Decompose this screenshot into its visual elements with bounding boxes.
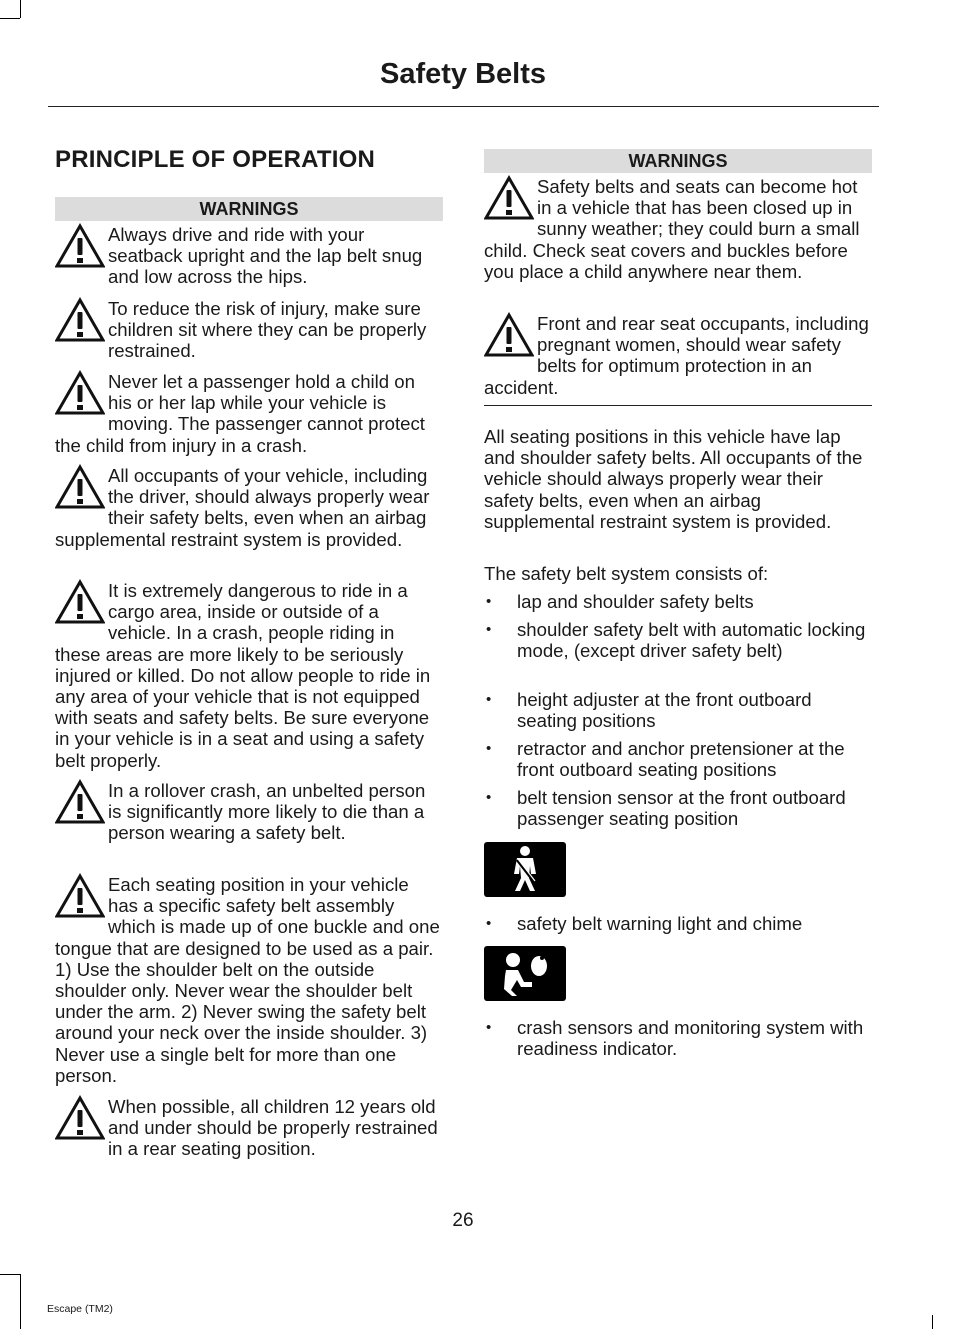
list-item: • retractor and anchor pretensioner at the front outboard seating positions [484,738,872,780]
warning-triangle-icon [55,223,105,269]
crop-mark [20,0,21,18]
warnings-bar: WARNINGS [484,149,872,173]
warning-item: Never let a passenger hold a child on his or her lap while your vehicle is moving. The passenger cannot protect the child from injury in a crash. [55,371,425,456]
crop-mark [20,1274,21,1329]
warning-item: When possible, all children 12 years old and under should be properly restrained in a rear seating position. [55,1096,443,1160]
seatbelt-warning-icon [484,842,566,897]
crop-mark [0,1274,20,1275]
warning-triangle-icon [55,370,105,416]
warning-triangle-icon [484,312,534,358]
list-item: • safety belt warning light and chime [484,913,877,934]
list-item: • shoulder safety belt with automatic locking mode, (except driver safety belt) [484,619,872,661]
list-item: • height adjuster at the front outboard seating positions [484,689,872,731]
page-number: 26 [452,1210,474,1231]
footer-model-label: Escape (TM2) [47,1303,113,1315]
warning-triangle-icon [55,464,105,510]
warning-triangle-icon [55,1095,105,1141]
airbag-readiness-icon [484,946,566,1001]
warning-triangle-icon [55,873,105,919]
list-intro: The safety belt system consists of: [484,563,769,584]
warnings-divider [484,405,872,406]
title-divider [48,106,879,107]
section-heading: PRINCIPLE OF OPERATION [55,146,375,173]
warning-item: Safety belts and seats can become hot in a vehicle that has been closed up in sunny weather; they could burn a small child. Check seat covers and buckles before you place a child anywhere near them. [484,176,860,282]
warning-item: It is extremely dangerous to ride in a cargo area, inside or outside of a vehicle. In a crash, people riding in these areas are more likely to be seriously injured or killed. Do not allow people to ride in any area of your vehicle that is not equipped with seats and safety belts. Be sure everyone in your vehicle is in a seat and using a safety belt properly. [55,580,431,771]
warning-triangle-icon [55,297,105,343]
list-item: • crash sensors and monitoring system with readiness indicator. [484,1017,877,1059]
warning-item: Each seating position in your vehicle has a specific safety belt assembly which is made up of one buckle and one tongue that are designed to be used as a pair. 1) Use the shoulder belt on the outside shoulder only. Never wear the shoulder belt under the arm. 2) Never swing the safety belt around your neck over the inside shoulder. 3) Never use a single belt for more than one person. [55,874,440,1086]
warnings-bar: WARNINGS [55,197,443,221]
intro-paragraph: All seating positions in this vehicle have lap and shoulder safety belts. All occupants of the vehicle should always properly wear their safety belts, even when an airbag supplemental restraint system is provided. [484,426,863,532]
warning-item: Always drive and ride with your seatback upright and the lap belt snug and low across the hips. [55,224,443,288]
crop-mark [932,1315,933,1329]
page-title: Safety Belts [379,58,546,90]
warning-item: All occupants of your vehicle, including the driver, should always properly wear their safety belts, even when an airbag supplemental restraint system is provided. [55,465,430,550]
warning-triangle-icon [55,779,105,825]
warning-item: To reduce the risk of injury, make sure children sit where they can be properly restrained. [55,298,443,362]
list-item: • lap and shoulder safety belts [484,591,872,612]
crop-mark [0,18,20,19]
warning-item: Front and rear seat occupants, including pregnant women, should wear safety belts for optimum protection in an accident. [484,313,869,398]
warning-triangle-icon [55,579,105,625]
list-item: • belt tension sensor at the front outboard passenger seating position [484,787,872,829]
warning-triangle-icon [484,175,534,221]
warning-item: In a rollover crash, an unbelted person is significantly more likely to die than a person wearing a safety belt. [55,780,443,844]
